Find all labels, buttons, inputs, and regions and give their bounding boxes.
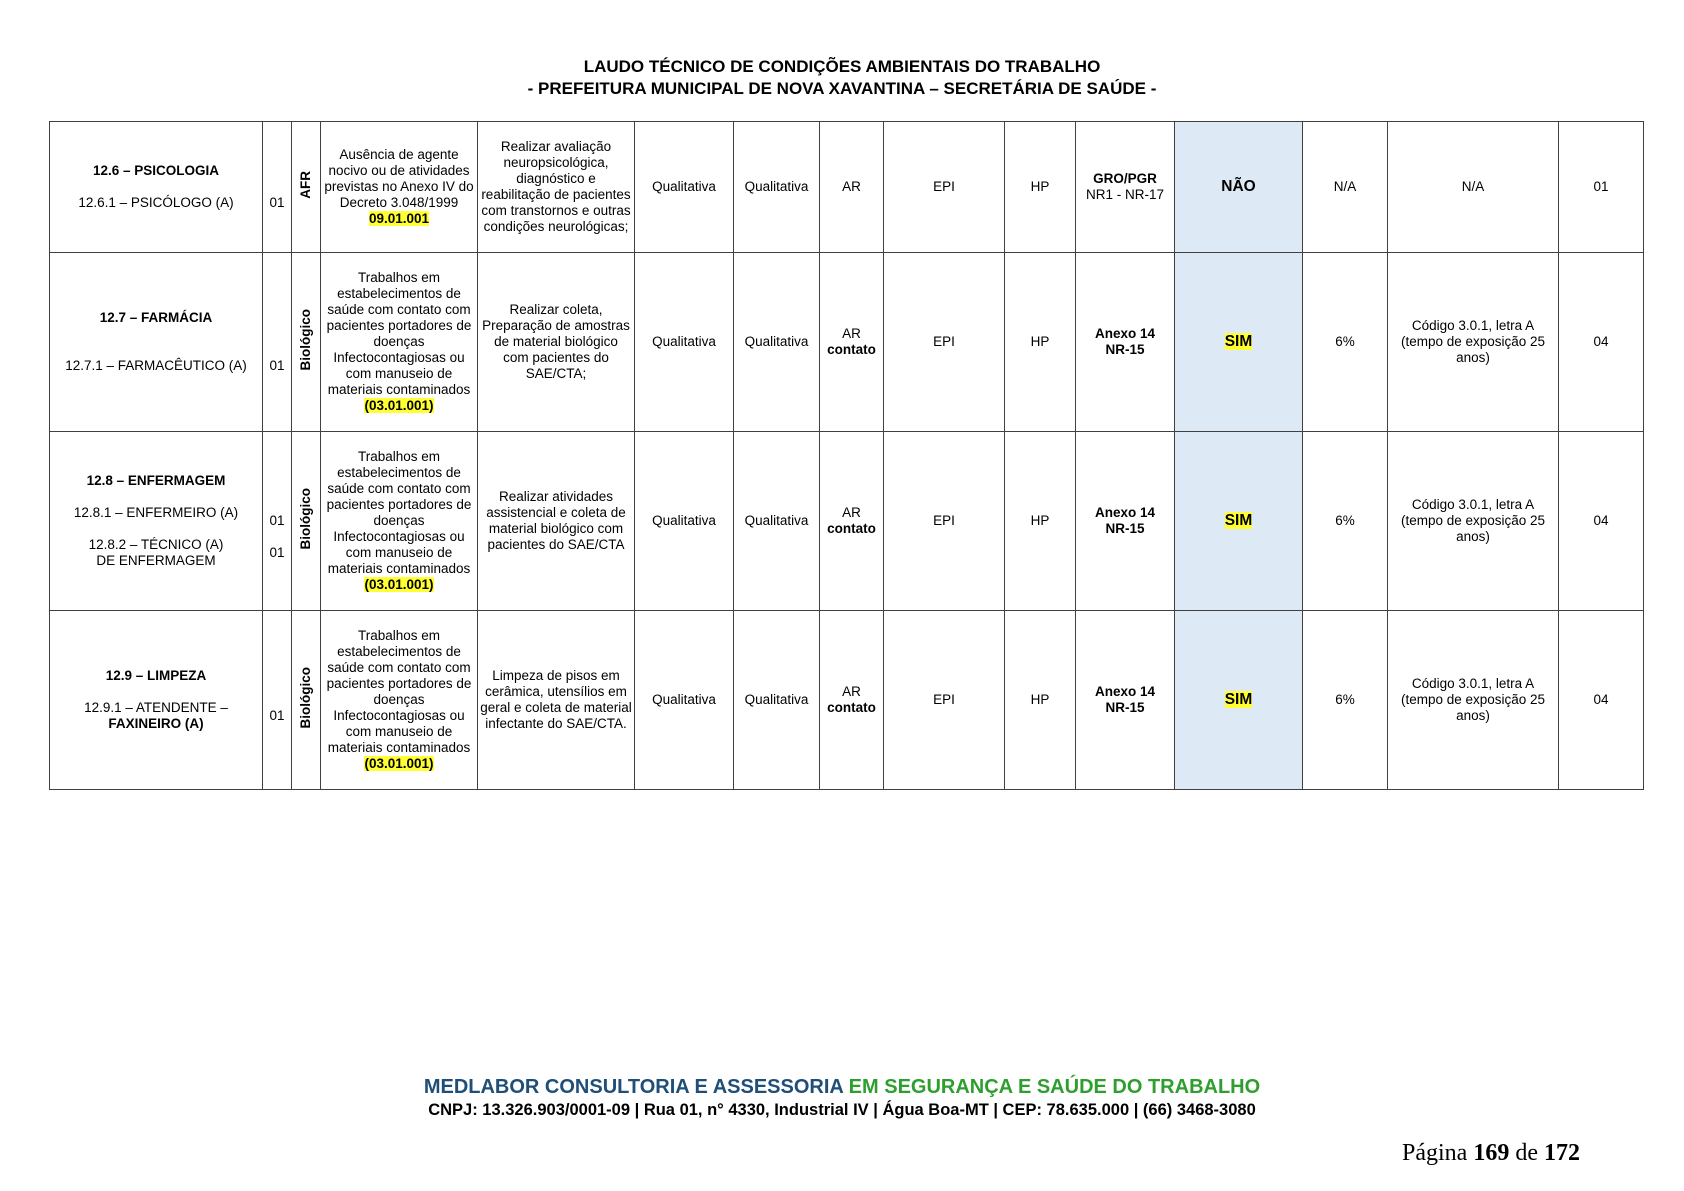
header-title: LAUDO TÉCNICO DE CONDIÇÕES AMBIENTAIS DO TRABALHO xyxy=(583,57,1101,76)
agent-description-cell xyxy=(321,253,478,432)
page-total: 172 xyxy=(1544,1140,1580,1166)
agent-type: Biológico xyxy=(298,488,313,550)
agent-code: (03.01.001) xyxy=(364,756,434,771)
table-row xyxy=(50,432,1644,611)
evaluation-cell: Qualitativa xyxy=(635,611,734,790)
percent-cell: 6% xyxy=(1303,611,1388,790)
activity-cell: Realizar avaliação neuropsicológica, diagnóstico e reabilitação de pacientes com transtornos e outras condições neurológicas; xyxy=(478,122,635,253)
code-cell: 01 xyxy=(1559,122,1644,253)
function-cell xyxy=(50,432,263,611)
agent-code: 09.01.001 xyxy=(368,211,430,226)
percent-cell: 6% xyxy=(1303,432,1388,611)
condition-cell xyxy=(1175,611,1303,790)
agent-type-cell xyxy=(292,253,321,432)
exposure-route: AR xyxy=(842,179,861,194)
exposure-route-cell xyxy=(820,253,884,432)
epi-cell: EPI xyxy=(884,253,1005,432)
quantity-cell xyxy=(263,122,292,253)
function-subtitle: 12.9.1 – ATENDENTE – xyxy=(84,700,228,715)
code-cell: 04 xyxy=(1559,432,1644,611)
agent-type-cell xyxy=(292,122,321,253)
percent-cell: 6% xyxy=(1303,253,1388,432)
evaluation-cell: Qualitativa xyxy=(734,432,820,611)
company-name: MEDLABOR CONSULTORIA E ASSESSORIA xyxy=(423,1076,844,1098)
percent-cell: N/A xyxy=(1303,122,1388,253)
norm-cell xyxy=(1076,122,1175,253)
norm-cell xyxy=(1076,611,1175,790)
document-footer xyxy=(0,1075,1684,1121)
function-cell xyxy=(50,611,263,790)
agent-description-cell xyxy=(321,432,478,611)
epi-cell: EPI xyxy=(884,432,1005,611)
norm-cell xyxy=(1076,432,1175,611)
hp-cell: HP xyxy=(1005,432,1076,611)
quantity: 01 xyxy=(269,545,285,560)
table-row xyxy=(50,253,1644,432)
evaluation-cell: Qualitativa xyxy=(734,611,820,790)
norm-detail: NR-15 xyxy=(1105,521,1145,536)
agent-type: Biológico xyxy=(298,309,313,371)
agent-type-cell xyxy=(292,611,321,790)
function-subtitle: 12.6.1 – PSICÓLOGO (A) xyxy=(78,195,234,210)
agent-type: AFR xyxy=(298,171,313,199)
evaluation-cell: Qualitativa xyxy=(635,122,734,253)
agent-description-cell xyxy=(321,122,478,253)
quantity-cell xyxy=(263,611,292,790)
hp-cell: HP xyxy=(1005,611,1076,790)
hp-cell: HP xyxy=(1005,253,1076,432)
retirement-cell: Código 3.0.1, letra A (tempo de exposição 25 anos) xyxy=(1388,611,1559,790)
quantity-cell xyxy=(263,432,292,611)
agent-description: Ausência de agente nocivo ou de atividades previstas no Anexo IV do Decreto 3.048/1999 xyxy=(324,147,474,210)
risk-table xyxy=(49,121,1644,790)
agent-code: (03.01.001) xyxy=(364,398,434,413)
condition-value: NÃO xyxy=(1221,178,1256,195)
company-address: CNPJ: 13.326.903/0001-09 | Rua 01, n° 4330, Industrial IV | Água Boa-MT | CEP: 78.635.000 | (66) 3468-3080 xyxy=(428,1101,1256,1119)
evaluation-cell: Qualitativa xyxy=(635,253,734,432)
function-subtitle: 12.8.2 – TÉCNICO (A) xyxy=(88,537,224,552)
norm-detail: NR-15 xyxy=(1105,342,1145,357)
agent-description-cell xyxy=(321,611,478,790)
exposure-route-cell xyxy=(820,611,884,790)
evaluation-cell: Qualitativa xyxy=(635,432,734,611)
retirement-cell: Código 3.0.1, letra A (tempo de exposição 25 anos) xyxy=(1388,432,1559,611)
condition-value: SIM xyxy=(1224,333,1253,350)
function-title: 12.8 – ENFERMAGEM xyxy=(86,473,226,488)
agent-description: Trabalhos em estabelecimentos de saúde com contato com pacientes portadores de doenças Infectocontagiosas ou com manuseio de materiais contaminados xyxy=(326,628,472,755)
code-cell: 04 xyxy=(1559,611,1644,790)
exposure-route-detail: contato xyxy=(827,521,876,536)
norm-detail: NR1 - NR-17 xyxy=(1085,187,1164,202)
quantity-cell xyxy=(263,253,292,432)
condition-cell xyxy=(1175,253,1303,432)
company-tagline: EM SEGURANÇA E SAÚDE DO TRABALHO xyxy=(848,1076,1261,1098)
condition-value: SIM xyxy=(1224,512,1253,529)
exposure-route-detail: contato xyxy=(827,342,876,357)
norm-cell xyxy=(1076,253,1175,432)
page-label: Página xyxy=(1402,1140,1468,1166)
activity-cell: Realizar coleta, Preparação de amostras de material biológico com pacientes do SAE/CTA; xyxy=(478,253,635,432)
condition-cell xyxy=(1175,432,1303,611)
quantity: 01 xyxy=(269,195,285,210)
function-cell xyxy=(50,122,263,253)
evaluation-cell: Qualitativa xyxy=(734,122,820,253)
activity-cell: Realizar atividades assistencial e coleta de material biológico com pacientes do SAE/CTA xyxy=(478,432,635,611)
function-title: 12.9 – LIMPEZA xyxy=(105,668,207,683)
function-title: 12.7 – FARMÁCIA xyxy=(99,310,213,325)
code-cell: 04 xyxy=(1559,253,1644,432)
quantity: 01 xyxy=(269,513,285,528)
company-brand xyxy=(0,1075,1684,1099)
function-subtitle: FAXINEIRO (A) xyxy=(108,716,204,731)
document-header xyxy=(0,56,1684,100)
norm-detail: NR-15 xyxy=(1105,700,1145,715)
function-subtitle: DE ENFERMAGEM xyxy=(96,553,216,568)
activity-cell: Limpeza de pisos em cerâmica, utensílios em geral e coleta de material infectante do SAE/CTA. xyxy=(478,611,635,790)
exposure-route: AR xyxy=(842,684,861,699)
evaluation-cell: Qualitativa xyxy=(734,253,820,432)
function-subtitle: 12.8.1 – ENFERMEIRO (A) xyxy=(73,505,239,520)
exposure-route-cell xyxy=(820,432,884,611)
norm-reference: Anexo 14 xyxy=(1094,684,1156,699)
function-title: 12.6 – PSICOLOGIA xyxy=(92,163,220,178)
function-cell xyxy=(50,253,263,432)
retirement-cell: N/A xyxy=(1388,122,1559,253)
epi-cell: EPI xyxy=(884,611,1005,790)
exposure-route-cell xyxy=(820,122,884,253)
norm-reference: Anexo 14 xyxy=(1094,326,1156,341)
function-subtitle: 12.7.1 – FARMACÊUTICO (A) xyxy=(65,358,247,373)
norm-reference: GRO/PGR xyxy=(1093,171,1157,186)
hp-cell: HP xyxy=(1005,122,1076,253)
agent-type-cell xyxy=(292,432,321,611)
retirement-cell: Código 3.0.1, letra A (tempo de exposição 25 anos) xyxy=(1388,253,1559,432)
header-subtitle: - PREFEITURA MUNICIPAL DE NOVA XAVANTINA – SECRETÁRIA DE SAÚDE - xyxy=(527,79,1157,98)
quantity: 01 xyxy=(269,358,285,373)
norm-reference: Anexo 14 xyxy=(1094,505,1156,520)
quantity: 01 xyxy=(269,708,285,723)
agent-description: Trabalhos em estabelecimentos de saúde com contato com pacientes portadores de doenças Infectocontagiosas ou com manuseio de materiais contaminados xyxy=(326,270,472,397)
epi-cell: EPI xyxy=(884,122,1005,253)
condition-value: SIM xyxy=(1224,691,1253,708)
agent-description: Trabalhos em estabelecimentos de saúde com contato com pacientes portadores de doenças Infectocontagiosas ou com manuseio de materiais contaminados xyxy=(326,449,472,576)
exposure-route: AR xyxy=(842,326,861,341)
condition-cell xyxy=(1175,122,1303,253)
table-row xyxy=(50,611,1644,790)
page-number xyxy=(1402,1140,1580,1167)
exposure-route: AR xyxy=(842,505,861,520)
table-row xyxy=(50,122,1644,253)
page-current: 169 xyxy=(1473,1140,1510,1166)
agent-type: Biológico xyxy=(298,667,313,729)
page-of: de xyxy=(1515,1140,1538,1166)
agent-code: (03.01.001) xyxy=(364,577,434,592)
exposure-route-detail: contato xyxy=(827,700,876,715)
